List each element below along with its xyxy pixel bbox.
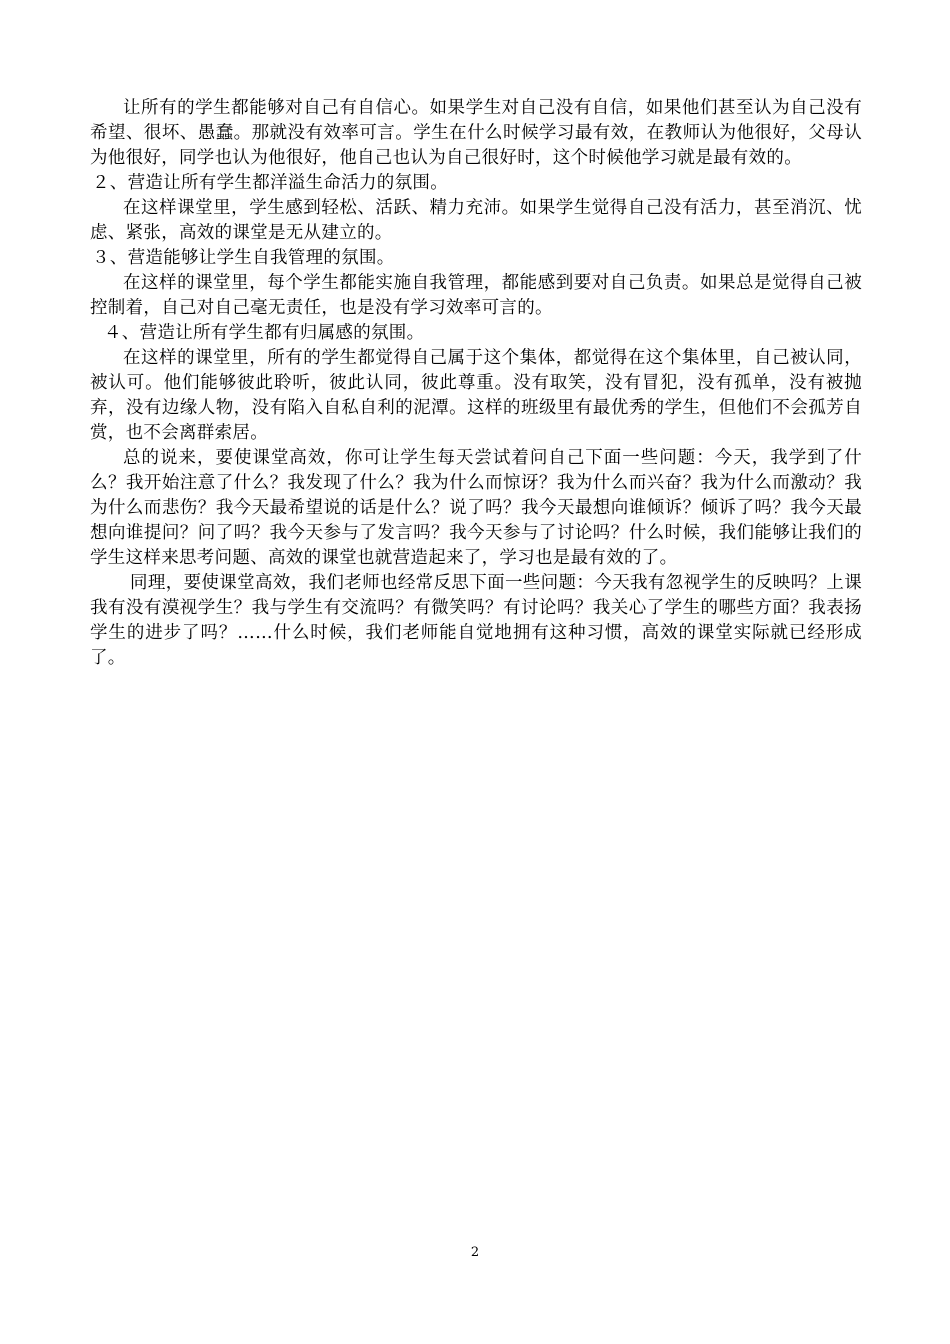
paragraph-vitality: 在这样课堂里，学生感到轻松、活跃、精力充沛。如果学生觉得自己没有活力，甚至消沉、忧虑、紧张，高效的课堂是无从建立的。 (90, 198, 862, 243)
paragraph-student-questions: 总的说来，要使课堂高效，你可让学生每天尝试着问自己下面一些问题：今天，我学到了什么？我开始注意了什么？我发现了什么？我为什么而惊讶？我为什么而兴奋？我为什么而激动？我为什么而悲伤？我今天最希望说的话是什么？说了吗？我今天最想向谁倾诉？倾诉了吗？我今天最想向谁提问？问了吗？我今天参与了发言吗？我今天参与了讨论吗？什么时候，我们能够让我们的学生这样来思考问题、高效的课堂也就营造起来了，学习也是最有效的了。 (90, 448, 862, 568)
section-heading-4: ４、营造让所有学生都有归属感的氛围。 (104, 323, 425, 343)
paragraph-belonging: 在这样的课堂里，所有的学生都觉得自己属于这个集体，都觉得在这个集体里，自己被认同，被认可。他们能够彼此聆听，彼此认同，彼此尊重。没有取笑，没有冒犯，没有孤单，没有被抛弃，没有边缘人物，没有陷入自私自利的泥潭。这样的班级里有最优秀的学生，但他们不会孤芳自赏，也不会离群索居。 (90, 348, 862, 443)
section-heading-3: ３、营造能够让学生自我管理的氛围。 (92, 248, 395, 268)
paragraph-self-confidence: 让所有的学生都能够对自己有自信心。如果学生对自己没有自信，如果他们甚至认为自己没有希望、很坏、愚蠢。那就没有效率可言。学生在什么时候学习最有效，在教师认为他很好，父母认为他很好，同学也认为他很好，他自己也认为自己很好时，这个时候他学习就是最有效的。 (90, 98, 862, 168)
section-heading-2: ２、营造让所有学生都洋溢生命活力的氛围。 (92, 173, 448, 193)
paragraph-self-management: 在这样的课堂里，每个学生都能实施自我管理，都能感到要对自己负责。如果总是觉得自己被控制着，自己对自己毫无责任，也是没有学习效率可言的。 (90, 273, 862, 318)
page-number: 2 (470, 1245, 480, 1260)
paragraph-teacher-reflection: 同理，要使课堂高效，我们老师也经常反思下面一些问题：今天我有忽视学生的反映吗？上课我有没有漠视学生？我与学生有交流吗？有微笑吗？有讨论吗？我关心了学生的哪些方面？我表扬学生的进步了吗？……什么时候，我们老师能自觉地拥有这种习惯，高效的课堂实际就已经形成了。 (90, 573, 862, 668)
body-text (90, 96, 862, 671)
